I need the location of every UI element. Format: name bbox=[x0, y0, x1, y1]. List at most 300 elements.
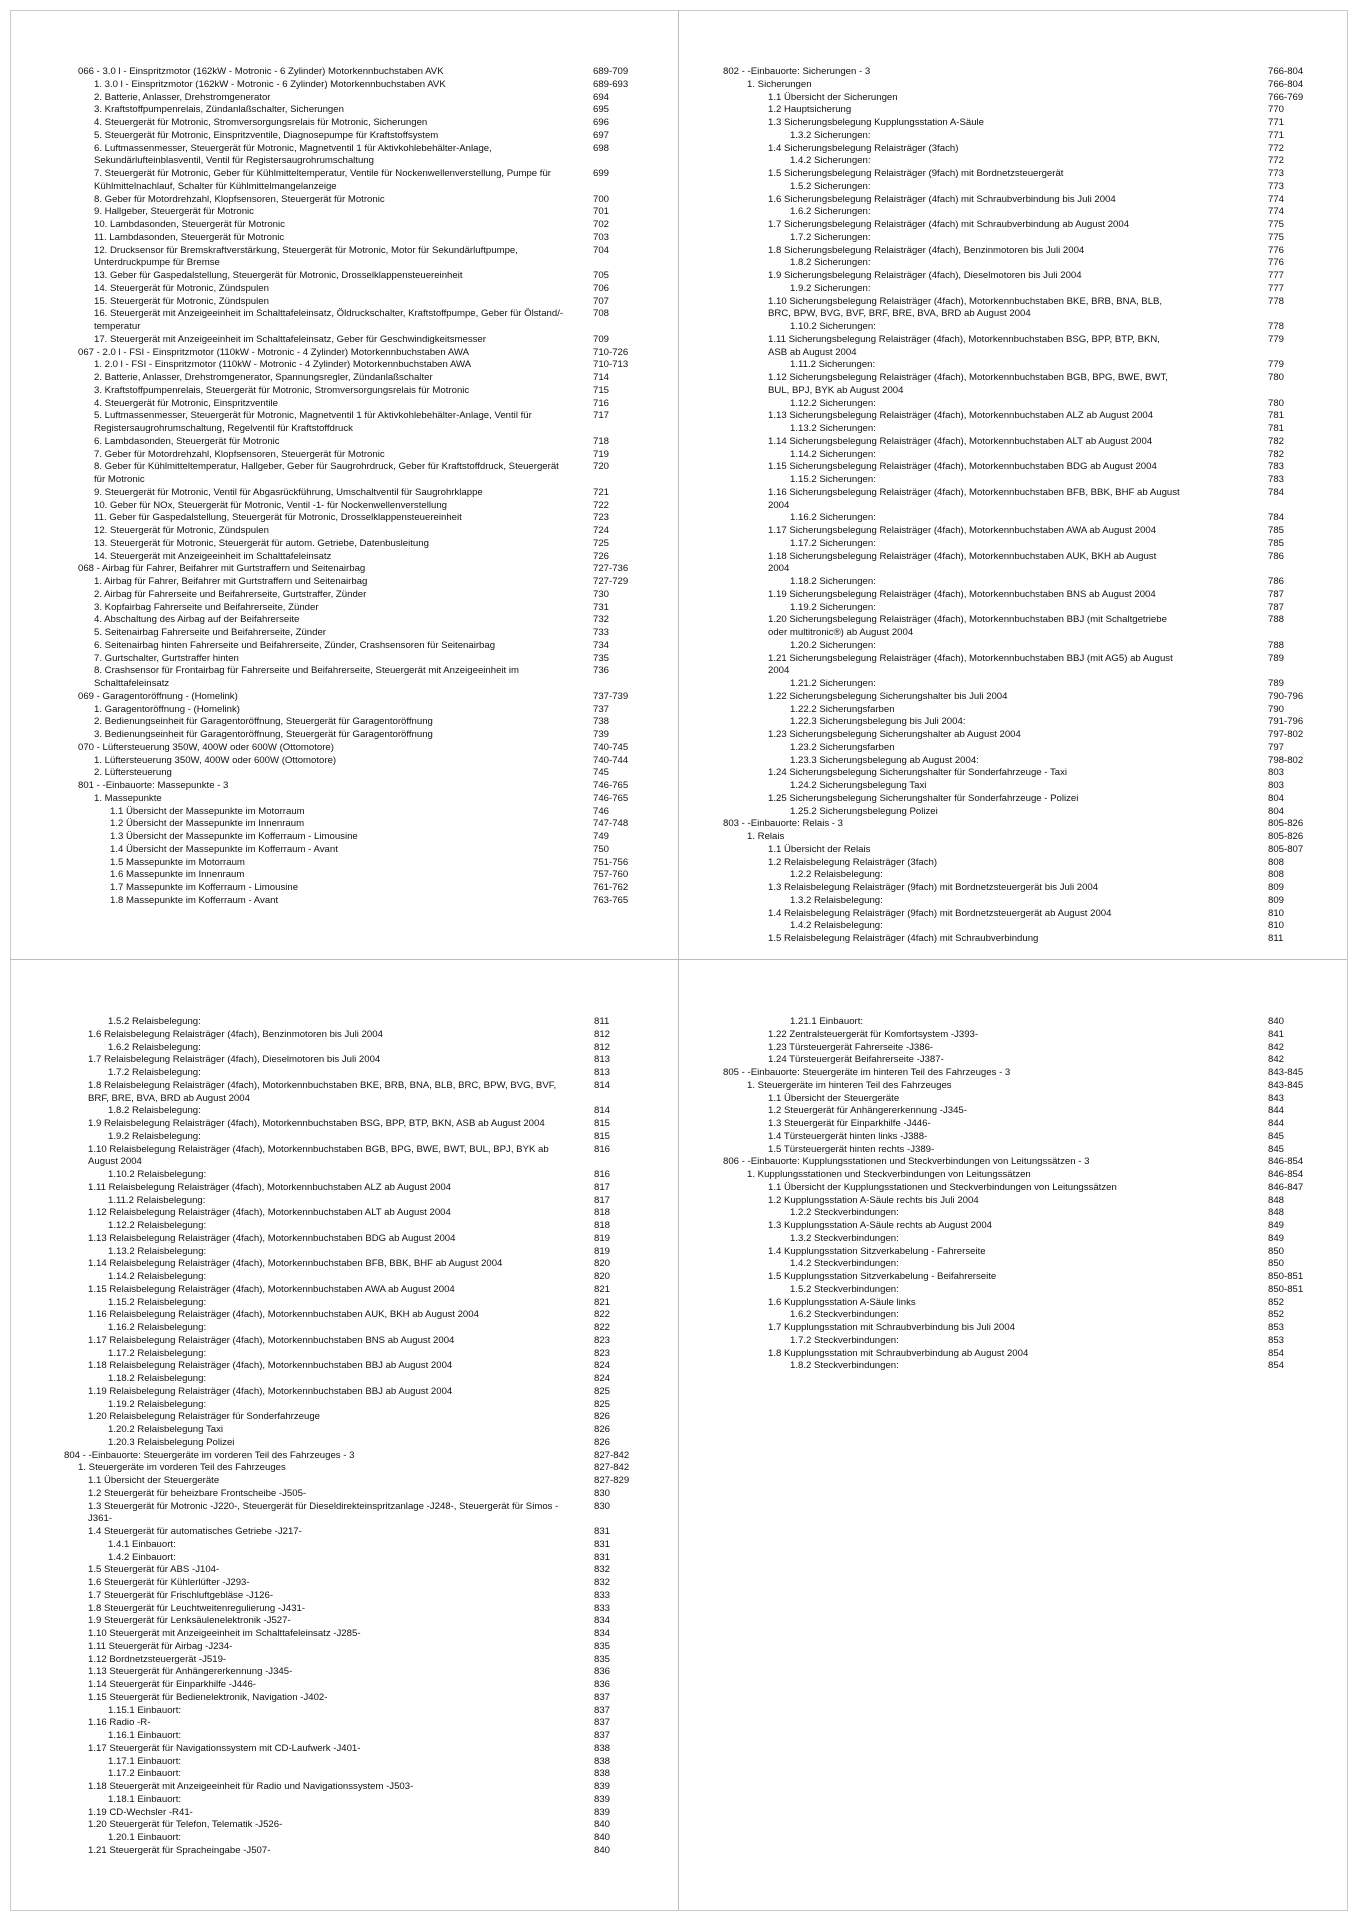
toc-entry-page: 832 bbox=[594, 1577, 611, 1588]
toc-entry-title: 1.19.2 Relaisbelegung: bbox=[108, 1398, 207, 1410]
toc-entry bbox=[78, 66, 636, 79]
toc-entry-page: 833 bbox=[594, 1589, 611, 1601]
toc-entry bbox=[723, 1246, 1286, 1259]
toc-entry-page: 839 bbox=[594, 1781, 611, 1792]
toc-entry-title: 1.7 Relaisbelegung Relaisträger (4fach), Dieselmotoren bis Juli 2004 bbox=[88, 1054, 381, 1066]
toc-entry-title: 1.16.2 Sicherungen: bbox=[790, 512, 876, 524]
toc-entry bbox=[64, 1207, 621, 1220]
toc-entry-title: 806 - -Einbauorte: Kupplungsstationen und Steckverbindungen von Leitungssätzen - 3 bbox=[723, 1156, 1090, 1168]
toc-entry bbox=[723, 806, 1286, 819]
toc-entry bbox=[78, 793, 636, 806]
toc-entry-title: 1.12 Relaisbelegung Relaisträger (4fach), Motorkennbuchstaben ALT ab August 2004 bbox=[88, 1207, 451, 1219]
toc-entry-title: 1.4.2 Relaisbelegung: bbox=[790, 920, 883, 932]
toc-entry bbox=[723, 436, 1286, 449]
toc-entry-page: 843-845 bbox=[1268, 1067, 1304, 1078]
toc-entry-title: 1.6.2 Relaisbelegung: bbox=[108, 1041, 201, 1053]
toc-entry-page: 727-736 bbox=[593, 563, 629, 575]
toc-entry bbox=[78, 614, 636, 627]
toc-entry-title: 1.25 Sicherungsbelegung Sicherungshalter für Sonderfahrzeuge - Polizei bbox=[768, 792, 1079, 804]
toc-entry-page: 831 bbox=[594, 1551, 611, 1563]
toc-entry-title: 1.20.3 Relaisbelegung Polizei bbox=[108, 1436, 235, 1448]
toc-entry bbox=[723, 245, 1286, 258]
toc-entry-page: 837 bbox=[594, 1691, 611, 1703]
toc-entry-title: 801 - -Einbauorte: Massepunkte - 3 bbox=[78, 780, 229, 791]
toc-entry-title: 1.21.2 Sicherungen: bbox=[790, 678, 876, 689]
toc-entry-page: 710-726 bbox=[593, 346, 629, 358]
toc-entry-title: 1.14.2 Relaisbelegung: bbox=[108, 1271, 207, 1282]
toc-entry-page: 840 bbox=[594, 1832, 611, 1843]
toc-entry-title: 1.12.2 Sicherungen: bbox=[790, 397, 876, 409]
toc-entry-title: 1.16 Relaisbelegung Relaisträger (4fach), Motorkennbuchstaben AUK, BKH ab August 2004 bbox=[88, 1309, 479, 1321]
toc-entry-title: 1.12 Bordnetzsteuergerät -J519- bbox=[88, 1653, 227, 1665]
toc-entry bbox=[78, 104, 636, 117]
toc-entry-title: 1.5 Türsteuergerät hinten rechts -J389- bbox=[768, 1143, 935, 1155]
toc-entry-title: 1.14.2 Sicherungen: bbox=[790, 448, 876, 460]
toc-entry-page: 772 bbox=[1268, 155, 1285, 167]
toc-entry-title: 14. Steuergerät für Motronic, Zündspulen bbox=[94, 282, 269, 294]
toc-entry bbox=[723, 474, 1286, 487]
toc-entry bbox=[64, 1501, 621, 1527]
toc-entry bbox=[78, 449, 636, 462]
toc-entry-page: 825 bbox=[594, 1385, 611, 1397]
toc-entry-page: 854 bbox=[1268, 1347, 1285, 1359]
toc-entry-page: 837 bbox=[594, 1717, 611, 1729]
toc-entry-title: 067 - 2.0 l - FSI - Einspritzmotor (110kW - Motronic - 4 Zylinder) Motorkennbuchstaben AWA bbox=[78, 346, 469, 358]
toc-entry-title: 8. Geber für Motordrehzahl, Klopfsensoren, Steuergerät für Motronic bbox=[94, 193, 385, 205]
toc-entry-title: 1.5.2 Relaisbelegung: bbox=[108, 1016, 201, 1027]
toc-entry bbox=[78, 500, 636, 513]
toc-entry-title: 2. Bedienungseinheit für Garagentoröffnung, Steuergerät für Garagentoröffnung bbox=[94, 716, 433, 728]
toc-entry-title: 1.20 Sicherungsbelegung Relaisträger (4fach), Motorkennbuchstaben BBJ (mit Schaltgetriebe oder multitronic®) ab August 2004 bbox=[768, 614, 1167, 638]
toc-entry bbox=[723, 1322, 1286, 1335]
toc-entry-page: 749 bbox=[593, 831, 610, 842]
toc-entry-title: 1.7 Sicherungsbelegung Relaisträger (4fach) mit Schraubverbindung ab August 2004 bbox=[768, 219, 1130, 230]
toc-entry-page: 818 bbox=[594, 1220, 611, 1231]
toc-entry-page: 804 bbox=[1268, 805, 1285, 817]
toc-entry-title: 1.17.2 Einbauort: bbox=[108, 1768, 182, 1780]
toc-entry-page: 815 bbox=[594, 1118, 611, 1129]
toc-entry bbox=[723, 538, 1286, 551]
toc-entry bbox=[723, 1144, 1286, 1157]
toc-entry bbox=[78, 245, 636, 271]
toc-entry-page: 745 bbox=[593, 767, 610, 779]
toc-entry-page: 825 bbox=[594, 1398, 611, 1410]
toc-entry bbox=[723, 66, 1304, 79]
toc-entry-page: 724 bbox=[593, 525, 610, 536]
toc-entry bbox=[64, 1271, 621, 1284]
toc-entry-page: 826 bbox=[594, 1424, 611, 1435]
toc-entry-title: 1.17.1 Einbauort: bbox=[108, 1755, 182, 1767]
toc-entry-title: 1. 3.0 l - Einspritzmotor (162kW - Motronic - 6 Zylinder) Motorkennbuchstaben AVK bbox=[94, 78, 446, 90]
toc-entry-title: 10. Geber für NOx, Steuergerät für Motronic, Ventil -1- für Nockenwellenverstellung bbox=[94, 499, 447, 511]
toc-entry-page: 726 bbox=[593, 550, 610, 562]
toc-entry-title: 1.7 Massepunkte im Kofferraum - Limousine bbox=[110, 882, 299, 893]
toc-entry-page: 695 bbox=[593, 104, 610, 116]
toc-entry-page: 787 bbox=[1268, 601, 1285, 613]
toc-entry bbox=[723, 857, 1286, 870]
toc-entry bbox=[723, 1360, 1286, 1373]
toc-entry bbox=[64, 1654, 621, 1667]
toc-entry-page: 763-765 bbox=[593, 894, 629, 906]
toc-entry bbox=[723, 1348, 1286, 1361]
toc-entry-page: 846-847 bbox=[1268, 1181, 1304, 1193]
toc-entry bbox=[64, 1105, 621, 1118]
toc-entry-page: 820 bbox=[594, 1258, 611, 1270]
toc-entry-title: 1.6 Kupplungsstation A-Säule links bbox=[768, 1296, 916, 1308]
toc-entry-page: 845 bbox=[1268, 1130, 1285, 1142]
toc-entry-page: 777 bbox=[1268, 282, 1285, 294]
toc-entry-page: 827-842 bbox=[594, 1449, 630, 1461]
toc-entry-page: 700 bbox=[593, 193, 610, 205]
toc-entry-page: 736 bbox=[593, 665, 610, 677]
toc-entry-title: 1.3.2 Relaisbelegung: bbox=[790, 894, 883, 906]
toc-entry-page: 821 bbox=[594, 1296, 611, 1308]
toc-entry-page: 770 bbox=[1268, 104, 1285, 116]
toc-entry-title: 805 - -Einbauorte: Steuergeräte im hinteren Teil des Fahrzeuges - 3 bbox=[723, 1067, 1011, 1078]
toc-entry-page: 784 bbox=[1268, 512, 1285, 524]
toc-entry bbox=[64, 1615, 621, 1628]
toc-entry-page: 831 bbox=[594, 1538, 611, 1550]
toc-entry bbox=[78, 844, 636, 857]
toc-entry-page: 812 bbox=[594, 1041, 611, 1053]
toc-entry-title: 1.21 Steuergerät für Spracheingabe -J507- bbox=[88, 1844, 271, 1856]
toc-entry-page: 854 bbox=[1268, 1360, 1285, 1372]
toc-entry bbox=[64, 1768, 621, 1781]
toc-entry bbox=[723, 704, 1286, 717]
toc-entry-title: 7. Geber für Motordrehzahl, Klopfsensoren, Steuergerät für Motronic bbox=[94, 448, 385, 460]
toc-entry-title: 1.9 Relaisbelegung Relaisträger (4fach), Motorkennbuchstaben BSG, BPP, BTP, BKN, ASB ab August 2004 bbox=[88, 1118, 545, 1129]
toc-entry bbox=[64, 1705, 621, 1718]
toc-entry-title: 1.24.2 Sicherungsbelegung Taxi bbox=[790, 780, 927, 791]
toc-entry-page: 839 bbox=[594, 1793, 611, 1805]
toc-entry bbox=[723, 1207, 1286, 1220]
toc-entry-title: 1.8 Kupplungsstation mit Schraubverbindung ab August 2004 bbox=[768, 1347, 1029, 1359]
toc-entry bbox=[78, 79, 636, 92]
toc-entry-page: 843 bbox=[1268, 1092, 1285, 1104]
toc-entry bbox=[78, 882, 636, 895]
toc-entry bbox=[723, 933, 1286, 946]
toc-entry bbox=[64, 1297, 621, 1310]
toc-entry-title: 1.18.2 Sicherungen: bbox=[790, 576, 876, 587]
toc-entry-page: 751-756 bbox=[593, 856, 629, 868]
toc-entry bbox=[78, 232, 636, 245]
toc-entry-page: 797-802 bbox=[1268, 729, 1304, 740]
toc-entry-page: 821 bbox=[594, 1283, 611, 1295]
toc-entry-title: 3. Kopfairbag Fahrerseite und Beifahrerseite, Zünder bbox=[94, 601, 319, 613]
toc-entry bbox=[723, 1195, 1286, 1208]
toc-entry-title: 4. Steuergerät für Motronic, Einspritzventile bbox=[94, 397, 278, 409]
toc-entry-title: 1.1 Übersicht der Steuergeräte bbox=[88, 1475, 220, 1486]
toc-entry-page: 786 bbox=[1268, 576, 1285, 587]
toc-entry-title: 1.19 Sicherungsbelegung Relaisträger (4fach), Motorkennbuchstaben BNS ab August 2004 bbox=[768, 588, 1156, 600]
toc-entry-title: 1.6 Steuergerät für Kühlerlüfter -J293- bbox=[88, 1577, 250, 1588]
toc-entry bbox=[78, 283, 636, 296]
toc-entry bbox=[78, 436, 636, 449]
toc-entry bbox=[723, 143, 1286, 156]
toc-entry-title: 1.4.1 Einbauort: bbox=[108, 1538, 176, 1550]
toc-entry-title: 1.11 Sicherungsbelegung Relaisträger (4fach), Motorkennbuchstaben BSG, BPP, BTP, BKN, ASB ab August 2004 bbox=[768, 333, 1160, 358]
toc-entry-title: 1.17 Relaisbelegung Relaisträger (4fach), Motorkennbuchstaben BNS ab August 2004 bbox=[88, 1334, 455, 1346]
toc-entry-page: 831 bbox=[594, 1526, 611, 1537]
toc-entry bbox=[78, 767, 636, 780]
toc-entry bbox=[64, 1717, 621, 1730]
toc-entry-page: 849 bbox=[1268, 1232, 1285, 1244]
toc-entry bbox=[723, 678, 1286, 691]
toc-entry-page: 840 bbox=[1268, 1016, 1285, 1027]
toc-entry-page: 836 bbox=[594, 1666, 611, 1678]
toc-entry-title: 1.10.2 Relaisbelegung: bbox=[108, 1169, 207, 1180]
toc-entry-page: 818 bbox=[594, 1207, 611, 1219]
toc-entry bbox=[78, 857, 636, 870]
toc-entry-title: 1.1 Übersicht der Kupplungsstationen und Steckverbindungen von Leitungssätzen bbox=[768, 1181, 1117, 1193]
toc-entry bbox=[64, 1475, 630, 1488]
toc-entry-page: 696 bbox=[593, 117, 610, 128]
toc-entry bbox=[64, 1832, 621, 1845]
toc-entry-page: 811 bbox=[594, 1016, 610, 1027]
toc-entry-page: 750 bbox=[593, 843, 610, 855]
toc-entry-title: 11. Geber für Gaspedalstellung, Steuergerät für Motronic, Drosselklappensteuereinheit bbox=[94, 512, 462, 524]
toc-entry-title: 1.3 Übersicht der Massepunkte im Kofferraum - Limousine bbox=[110, 831, 358, 842]
toc-entry-page: 819 bbox=[594, 1245, 611, 1257]
toc-entry bbox=[723, 232, 1286, 245]
toc-entry-page: 850 bbox=[1268, 1258, 1285, 1270]
toc-entry-page: 698 bbox=[593, 142, 610, 154]
toc-entry-title: 1.6 Relaisbelegung Relaisträger (4fach), Benzinmotoren bis Juli 2004 bbox=[88, 1028, 383, 1040]
toc-entry bbox=[723, 372, 1286, 398]
toc-entry-title: 17. Steuergerät mit Anzeigeeinheit im Schalttafeleinsatz, Geber für Geschwindigkeitsmesser bbox=[94, 333, 486, 345]
toc-entry bbox=[64, 1373, 621, 1386]
toc-entry-page: 766-804 bbox=[1268, 66, 1304, 77]
toc-entry-page: 835 bbox=[594, 1653, 611, 1665]
toc-entry-page: 824 bbox=[594, 1373, 611, 1384]
toc-entry-page: 740-744 bbox=[593, 754, 629, 766]
toc-entry-page: 808 bbox=[1268, 856, 1285, 868]
toc-entry-page: 840 bbox=[594, 1844, 611, 1856]
toc-entry bbox=[64, 1042, 621, 1055]
toc-entry bbox=[64, 1284, 621, 1297]
toc-entry bbox=[723, 1271, 1304, 1284]
toc-entry bbox=[723, 576, 1286, 589]
toc-entry-page: 735 bbox=[593, 652, 610, 664]
toc-entry bbox=[64, 1348, 621, 1361]
horizontal-page-divider bbox=[10, 959, 1347, 960]
toc-entry-title: 1.18.1 Einbauort: bbox=[108, 1793, 182, 1805]
toc-entry-page: 718 bbox=[593, 435, 610, 447]
toc-entry-title: 1.7.2 Steckverbindungen: bbox=[790, 1334, 899, 1346]
toc-entry-title: 6. Lambdasonden, Steuergerät für Motronic bbox=[94, 435, 280, 447]
toc-entry-page: 766-804 bbox=[1268, 78, 1304, 90]
toc-entry-page: 775 bbox=[1268, 231, 1285, 243]
toc-entry-title: 1. 2.0 l - FSI - Einspritzmotor (110kW - Motronic - 4 Zylinder) Motorkennbuchstaben AWA bbox=[94, 359, 472, 371]
toc-entry-page: 747-748 bbox=[593, 818, 629, 830]
toc-entry bbox=[64, 1552, 621, 1565]
toc-entry-title: 1.8 Massepunkte im Kofferraum - Avant bbox=[110, 894, 279, 906]
toc-entry-page: 787 bbox=[1268, 588, 1285, 600]
toc-entry-title: 1.10 Sicherungsbelegung Relaisträger (4fach), Motorkennbuchstaben BKE, BRB, BNA, BLB, BRC, BPW, BVG, BVF, BRF, BRE, BVA, BRD ab August 2004 bbox=[768, 295, 1163, 320]
toc-entry bbox=[723, 1105, 1286, 1118]
toc-entry-title: 1.9 Steuergerät für Lenksäulenelektronik -J527- bbox=[88, 1615, 291, 1627]
toc-entry-title: 803 - -Einbauorte: Relais - 3 bbox=[723, 818, 843, 830]
toc-entry-page: 844 bbox=[1268, 1118, 1285, 1129]
toc-entry-title: 1.13 Sicherungsbelegung Relaisträger (4fach), Motorkennbuchstaben ALZ ab August 2004 bbox=[768, 410, 1154, 422]
toc-entry-title: 1.24 Sicherungsbelegung Sicherungshalter für Sonderfahrzeuge - Taxi bbox=[768, 767, 1068, 779]
toc-entry-title: 8. Geber für Kühlmitteltemperatur, Hallgeber, Geber für Saugrohrdruck, Geber für Kraftstoffdruck, Steuergerät für Motronic bbox=[94, 461, 559, 485]
toc-entry-page: 841 bbox=[1268, 1028, 1285, 1040]
toc-entry-page: 814 bbox=[594, 1105, 611, 1117]
toc-entry bbox=[64, 1220, 621, 1233]
toc-entry-title: 1.6 Sicherungsbelegung Relaisträger (4fach) mit Schraubverbindung bis Juli 2004 bbox=[768, 193, 1116, 205]
toc-entry-title: 1.19.2 Sicherungen: bbox=[790, 601, 876, 613]
toc-entry bbox=[723, 283, 1286, 296]
toc-entry-page: 834 bbox=[594, 1615, 611, 1627]
toc-entry bbox=[78, 563, 636, 576]
toc-entry bbox=[78, 130, 636, 143]
toc-entry-page: 774 bbox=[1268, 206, 1285, 218]
toc-entry-title: 1.22 Zentralsteuergerät für Komfortsystem -J393- bbox=[768, 1028, 979, 1040]
toc-entry-title: 1.10.2 Sicherungen: bbox=[790, 321, 876, 332]
toc-entry bbox=[78, 206, 636, 219]
toc-entry bbox=[64, 1067, 621, 1080]
toc-entry-title: 5. Seitenairbag Fahrerseite und Beifahrerseite, Zünder bbox=[94, 627, 326, 638]
toc-entry-title: 1.4.2 Steckverbindungen: bbox=[790, 1258, 899, 1270]
toc-entry bbox=[723, 1220, 1286, 1233]
toc-entry-page: 816 bbox=[594, 1143, 611, 1155]
toc-entry-title: 1.24 Türsteuergerät Beifahrerseite -J387- bbox=[768, 1054, 944, 1066]
toc-entry-page: 778 bbox=[1268, 321, 1285, 332]
toc-entry-page: 720 bbox=[593, 461, 610, 473]
toc-entry-title: 1.7.2 Sicherungen: bbox=[790, 231, 871, 243]
toc-entry-title: 4. Steuergerät für Motronic, Stromversorgungsrelais für Motronic, Sicherungen bbox=[94, 117, 428, 128]
toc-entry-title: 070 - Lüftersteuerung 350W, 400W oder 600W (Ottomotore) bbox=[78, 741, 334, 753]
toc-page-4 bbox=[723, 1016, 1304, 1373]
toc-entry-title: 1.4.2 Einbauort: bbox=[108, 1551, 176, 1563]
toc-entry-page: 832 bbox=[594, 1564, 611, 1576]
toc-entry-page: 815 bbox=[594, 1130, 611, 1142]
toc-entry-title: 9. Hallgeber, Steuergerät für Motronic bbox=[94, 206, 254, 218]
toc-entry-page: 803 bbox=[1268, 767, 1285, 779]
toc-entry-title: 1.3 Steuergerät für Motronic -J220-, Steuergerät für Dieseldirekteinspritzanlage -J248-, Steuergerät für Simos -J361- bbox=[88, 1500, 559, 1525]
toc-entry-title: 1.15 Sicherungsbelegung Relaisträger (4fach), Motorkennbuchstaben BDG ab August 2004 bbox=[768, 461, 1157, 473]
toc-entry-title: 1.20.2 Sicherungen: bbox=[790, 639, 876, 651]
toc-entry-title: 1.23.2 Sicherungsfarben bbox=[790, 741, 895, 753]
toc-entry bbox=[723, 1054, 1286, 1067]
toc-entry-page: 830 bbox=[594, 1500, 611, 1512]
toc-entry-title: 1.8.2 Steckverbindungen: bbox=[790, 1360, 899, 1372]
toc-entry bbox=[78, 729, 636, 742]
toc-entry-page: 850-851 bbox=[1268, 1283, 1304, 1295]
toc-entry-title: 1.9.2 Relaisbelegung: bbox=[108, 1130, 201, 1142]
toc-entry bbox=[78, 398, 636, 411]
toc-entry-page: 717 bbox=[593, 410, 610, 422]
toc-entry-page: 705 bbox=[593, 270, 610, 281]
toc-entry-title: 1.15.2 Sicherungen: bbox=[790, 474, 876, 485]
toc-entry bbox=[723, 1258, 1286, 1271]
toc-entry-page: 817 bbox=[594, 1181, 611, 1193]
toc-entry-page: 737 bbox=[593, 703, 610, 715]
toc-entry bbox=[723, 449, 1286, 462]
toc-entry bbox=[64, 1322, 621, 1335]
toc-entry-page: 715 bbox=[593, 384, 610, 396]
toc-entry bbox=[723, 155, 1286, 168]
toc-entry-title: 1.5 Kupplungsstation Sitzverkabelung - Beifahrerseite bbox=[768, 1271, 997, 1282]
toc-entry bbox=[723, 1016, 1286, 1029]
toc-entry bbox=[78, 461, 636, 487]
toc-entry-page: 790-796 bbox=[1268, 690, 1304, 702]
toc-entry bbox=[64, 1080, 621, 1106]
toc-entry bbox=[64, 1819, 621, 1832]
toc-entry-page: 694 bbox=[593, 91, 610, 103]
toc-entry-title: 1.1 Übersicht der Relais bbox=[768, 843, 871, 855]
toc-entry-page: 808 bbox=[1268, 869, 1285, 881]
toc-entry-page: 746-765 bbox=[593, 792, 629, 804]
toc-entry-page: 781 bbox=[1268, 410, 1285, 422]
toc-entry-page: 761-762 bbox=[593, 882, 629, 893]
toc-entry-title: 1.4.2 Sicherungen: bbox=[790, 155, 871, 167]
toc-entry-title: 1.20.1 Einbauort: bbox=[108, 1832, 182, 1843]
toc-entry bbox=[723, 589, 1286, 602]
toc-entry-page: 809 bbox=[1268, 882, 1285, 893]
toc-entry-page: 707 bbox=[593, 295, 610, 307]
toc-entry bbox=[64, 1424, 621, 1437]
toc-entry bbox=[64, 1628, 621, 1641]
toc-entry bbox=[723, 359, 1286, 372]
toc-entry-page: 775 bbox=[1268, 219, 1285, 230]
toc-entry-page: 708 bbox=[593, 308, 610, 320]
toc-entry-title: 2. Airbag für Fahrerseite und Beifahrerseite, Gurtstraffer, Zünder bbox=[94, 588, 367, 600]
toc-entry bbox=[78, 653, 636, 666]
toc-entry-page: 789 bbox=[1268, 678, 1285, 689]
toc-entry-page: 774 bbox=[1268, 193, 1285, 205]
toc-entry-title: 2. Batterie, Anlasser, Drehstromgenerator bbox=[94, 91, 271, 103]
toc-entry bbox=[78, 525, 636, 538]
toc-entry-page: 771 bbox=[1268, 117, 1285, 128]
toc-entry-title: 1.7 Kupplungsstation mit Schraubverbindung bis Juli 2004 bbox=[768, 1322, 1015, 1333]
toc-entry-title: 7. Steuergerät für Motronic, Geber für Kühlmitteltemperatur, Ventile für Nockenwellenverstellung, Pumpe für Kühlmittelnachlauf, Schalter für Kühlmittelmangelanzeige bbox=[94, 168, 551, 192]
toc-entry-title: 1.10 Steuergerät mit Anzeigeeinheit im Schalttafeleinsatz -J285- bbox=[88, 1628, 361, 1639]
toc-entry bbox=[64, 1399, 621, 1412]
toc-entry-title: 1.2 Hauptsicherung bbox=[768, 104, 852, 116]
toc-entry-title: 1.18 Sicherungsbelegung Relaisträger (4fach), Motorkennbuchstaben AUK, BKH ab August 2004 bbox=[768, 550, 1157, 575]
toc-entry bbox=[64, 1360, 621, 1373]
toc-entry-title: 1.5 Steuergerät für ABS -J104- bbox=[88, 1564, 220, 1576]
toc-entry-title: 1.22 Sicherungsbelegung Sicherungshalter bis Juli 2004 bbox=[768, 690, 1008, 702]
toc-entry bbox=[723, 640, 1286, 653]
toc-entry-title: 1.3 Steuergerät für Einparkhilfe -J446- bbox=[768, 1118, 931, 1129]
toc-entry-page: 805-807 bbox=[1268, 843, 1304, 855]
toc-entry-title: 1.25.2 Sicherungsbelegung Polizei bbox=[790, 805, 938, 817]
toc-page-2 bbox=[723, 66, 1304, 946]
toc-entry-page: 704 bbox=[593, 244, 610, 256]
toc-entry bbox=[723, 729, 1304, 742]
toc-entry-title: 1.4 Steuergerät für automatisches Getriebe -J217- bbox=[88, 1526, 302, 1537]
toc-entry-page: 780 bbox=[1268, 372, 1285, 383]
toc-entry-title: 1.16 Sicherungsbelegung Relaisträger (4fach), Motorkennbuchstaben BFB, BBK, BHF ab August 2004 bbox=[768, 486, 1180, 511]
toc-entry bbox=[64, 1794, 621, 1807]
toc-entry-title: 1.9.2 Sicherungen: bbox=[790, 282, 871, 294]
toc-entry bbox=[723, 1169, 1304, 1182]
toc-entry bbox=[723, 1079, 1304, 1093]
toc-entry-title: 1.5 Relaisbelegung Relaisträger (4fach) mit Schraubverbindung bbox=[768, 933, 1039, 944]
toc-entry bbox=[723, 78, 1304, 92]
toc-entry-title: 1.6 Massepunkte im Innenraum bbox=[110, 869, 245, 881]
toc-entry bbox=[78, 512, 636, 525]
toc-entry-page: 784 bbox=[1268, 486, 1285, 498]
toc-entry bbox=[723, 793, 1286, 806]
toc-entry-page: 826 bbox=[594, 1436, 611, 1448]
toc-entry-page: 723 bbox=[593, 512, 610, 524]
toc-entry-page: 716 bbox=[593, 397, 610, 409]
toc-entry bbox=[723, 410, 1286, 423]
